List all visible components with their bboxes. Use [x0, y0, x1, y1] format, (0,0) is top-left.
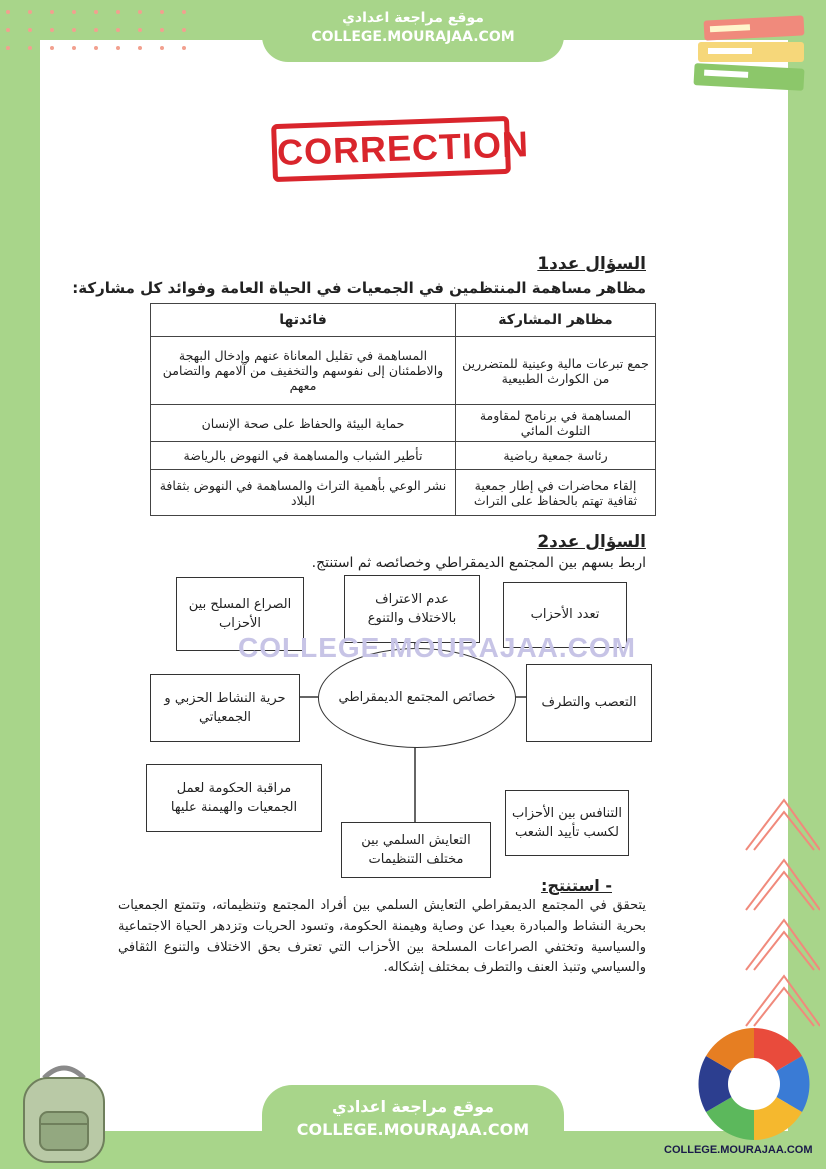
- chevrons-decoration: [740, 790, 820, 1030]
- table-cell: نشر الوعي بأهمية التراث والمساهمة في النهوض بثقافة البلاد: [151, 470, 456, 516]
- footer-site-ar: موقع مراجعة اعدادي: [331, 1097, 495, 1116]
- box-coexistence: التعايش السلمي بين مختلف التنظيمات: [341, 822, 491, 878]
- table-cell: إلقاء محاضرات في إطار جمعية ثقافية تهتم بالحفاظ على التراث: [455, 470, 655, 516]
- site-logo-icon: [692, 1024, 816, 1144]
- table-cell: المساهمة في برنامج لمقاومة التلوث المائي: [455, 405, 655, 442]
- footer-site-en[interactable]: COLLEGE.MOURAJAA.COM: [296, 1120, 530, 1139]
- q2-subtitle: اربط بسهم بين المجتمع الديمقراطي وخصائصه ثم استنتج.: [311, 555, 646, 571]
- conclusion-text: يتحقق في المجتمع الديمقراطي التعايش السلمي بين أفراد المجتمع وتنظيماته، وتتمتع الجمعيات بحرية النشاط والمبادرة بعيدا عن وصاية وهيمنة الحكومة، وتسود الحريات وتزدهر الحياة الاجتماعية والسياسية وتختفي الصراعات المسلحة بين الأحزاب التي تعترف بحق الاختلاف والتنوع الثقافي والسياسي وتنبذ العنف والتطرف بمختلف إشكاله.: [118, 898, 646, 976]
- box-armed-conflict: الصراع المسلح بين الأحزاب: [176, 577, 304, 651]
- correction-stamp: CORRECTION: [271, 116, 511, 182]
- box-freedom: حرية النشاط الحزبي و الجمعياتي: [150, 674, 300, 742]
- table-cell: المساهمة في تقليل المعاناة عنهم وإدخال البهجة والاطمئنان إلى نفوسهم والتخفيف من آلامهم والتضامن معهم: [151, 337, 456, 405]
- q1-title: السؤال عدد1: [537, 254, 646, 274]
- header-site-ar: موقع مراجعة اعدادي: [342, 10, 484, 26]
- center-ellipse: خصائص المجتمع الديمقراطي: [318, 648, 516, 748]
- q2-title: السؤال عدد2: [537, 532, 646, 552]
- box-gov-control: مراقبة الحكومة لعمل الجمعيات والهيمنة عليها: [146, 764, 322, 832]
- table-cell: رئاسة جمعية رياضية: [455, 442, 655, 470]
- conclusion-title: - استنتج:: [541, 876, 612, 895]
- table-cell: تأطير الشباب والمساهمة في النهوض بالرياضة: [151, 442, 456, 470]
- logo-text: COLLEGE.MOURAJAA.COM: [664, 1144, 813, 1156]
- box-recognition: عدم الاعتراف بالاختلاف والتنوع: [344, 575, 480, 643]
- table-header-cell: مظاهر المشاركة: [455, 304, 655, 337]
- box-competition: التنافس بين الأحزاب لكسب تأييد الشعب: [505, 790, 629, 856]
- table-cell: حماية البيئة والحفاظ على صحة الإنسان: [151, 405, 456, 442]
- backpack-icon: [14, 1058, 114, 1166]
- watermark: COLLEGE.MOURAJAA.COM: [238, 632, 636, 663]
- table-header-cell: فائدتها: [151, 304, 456, 337]
- footer-tab: [262, 1085, 564, 1169]
- box-multiparty: تعدد الأحزاب: [503, 582, 627, 648]
- table-cell: جمع تبرعات مالية وعينية للمتضررين من الكوارث الطبيعية: [455, 337, 655, 405]
- header-site-en[interactable]: COLLEGE.MOURAJAA.COM: [311, 29, 515, 45]
- box-extremism: التعصب والتطرف: [526, 664, 652, 742]
- q1-subtitle: مظاهر مساهمة المنتظمين في الجمعيات في الحياة العامة وفوائد كل مشاركة:: [72, 279, 646, 297]
